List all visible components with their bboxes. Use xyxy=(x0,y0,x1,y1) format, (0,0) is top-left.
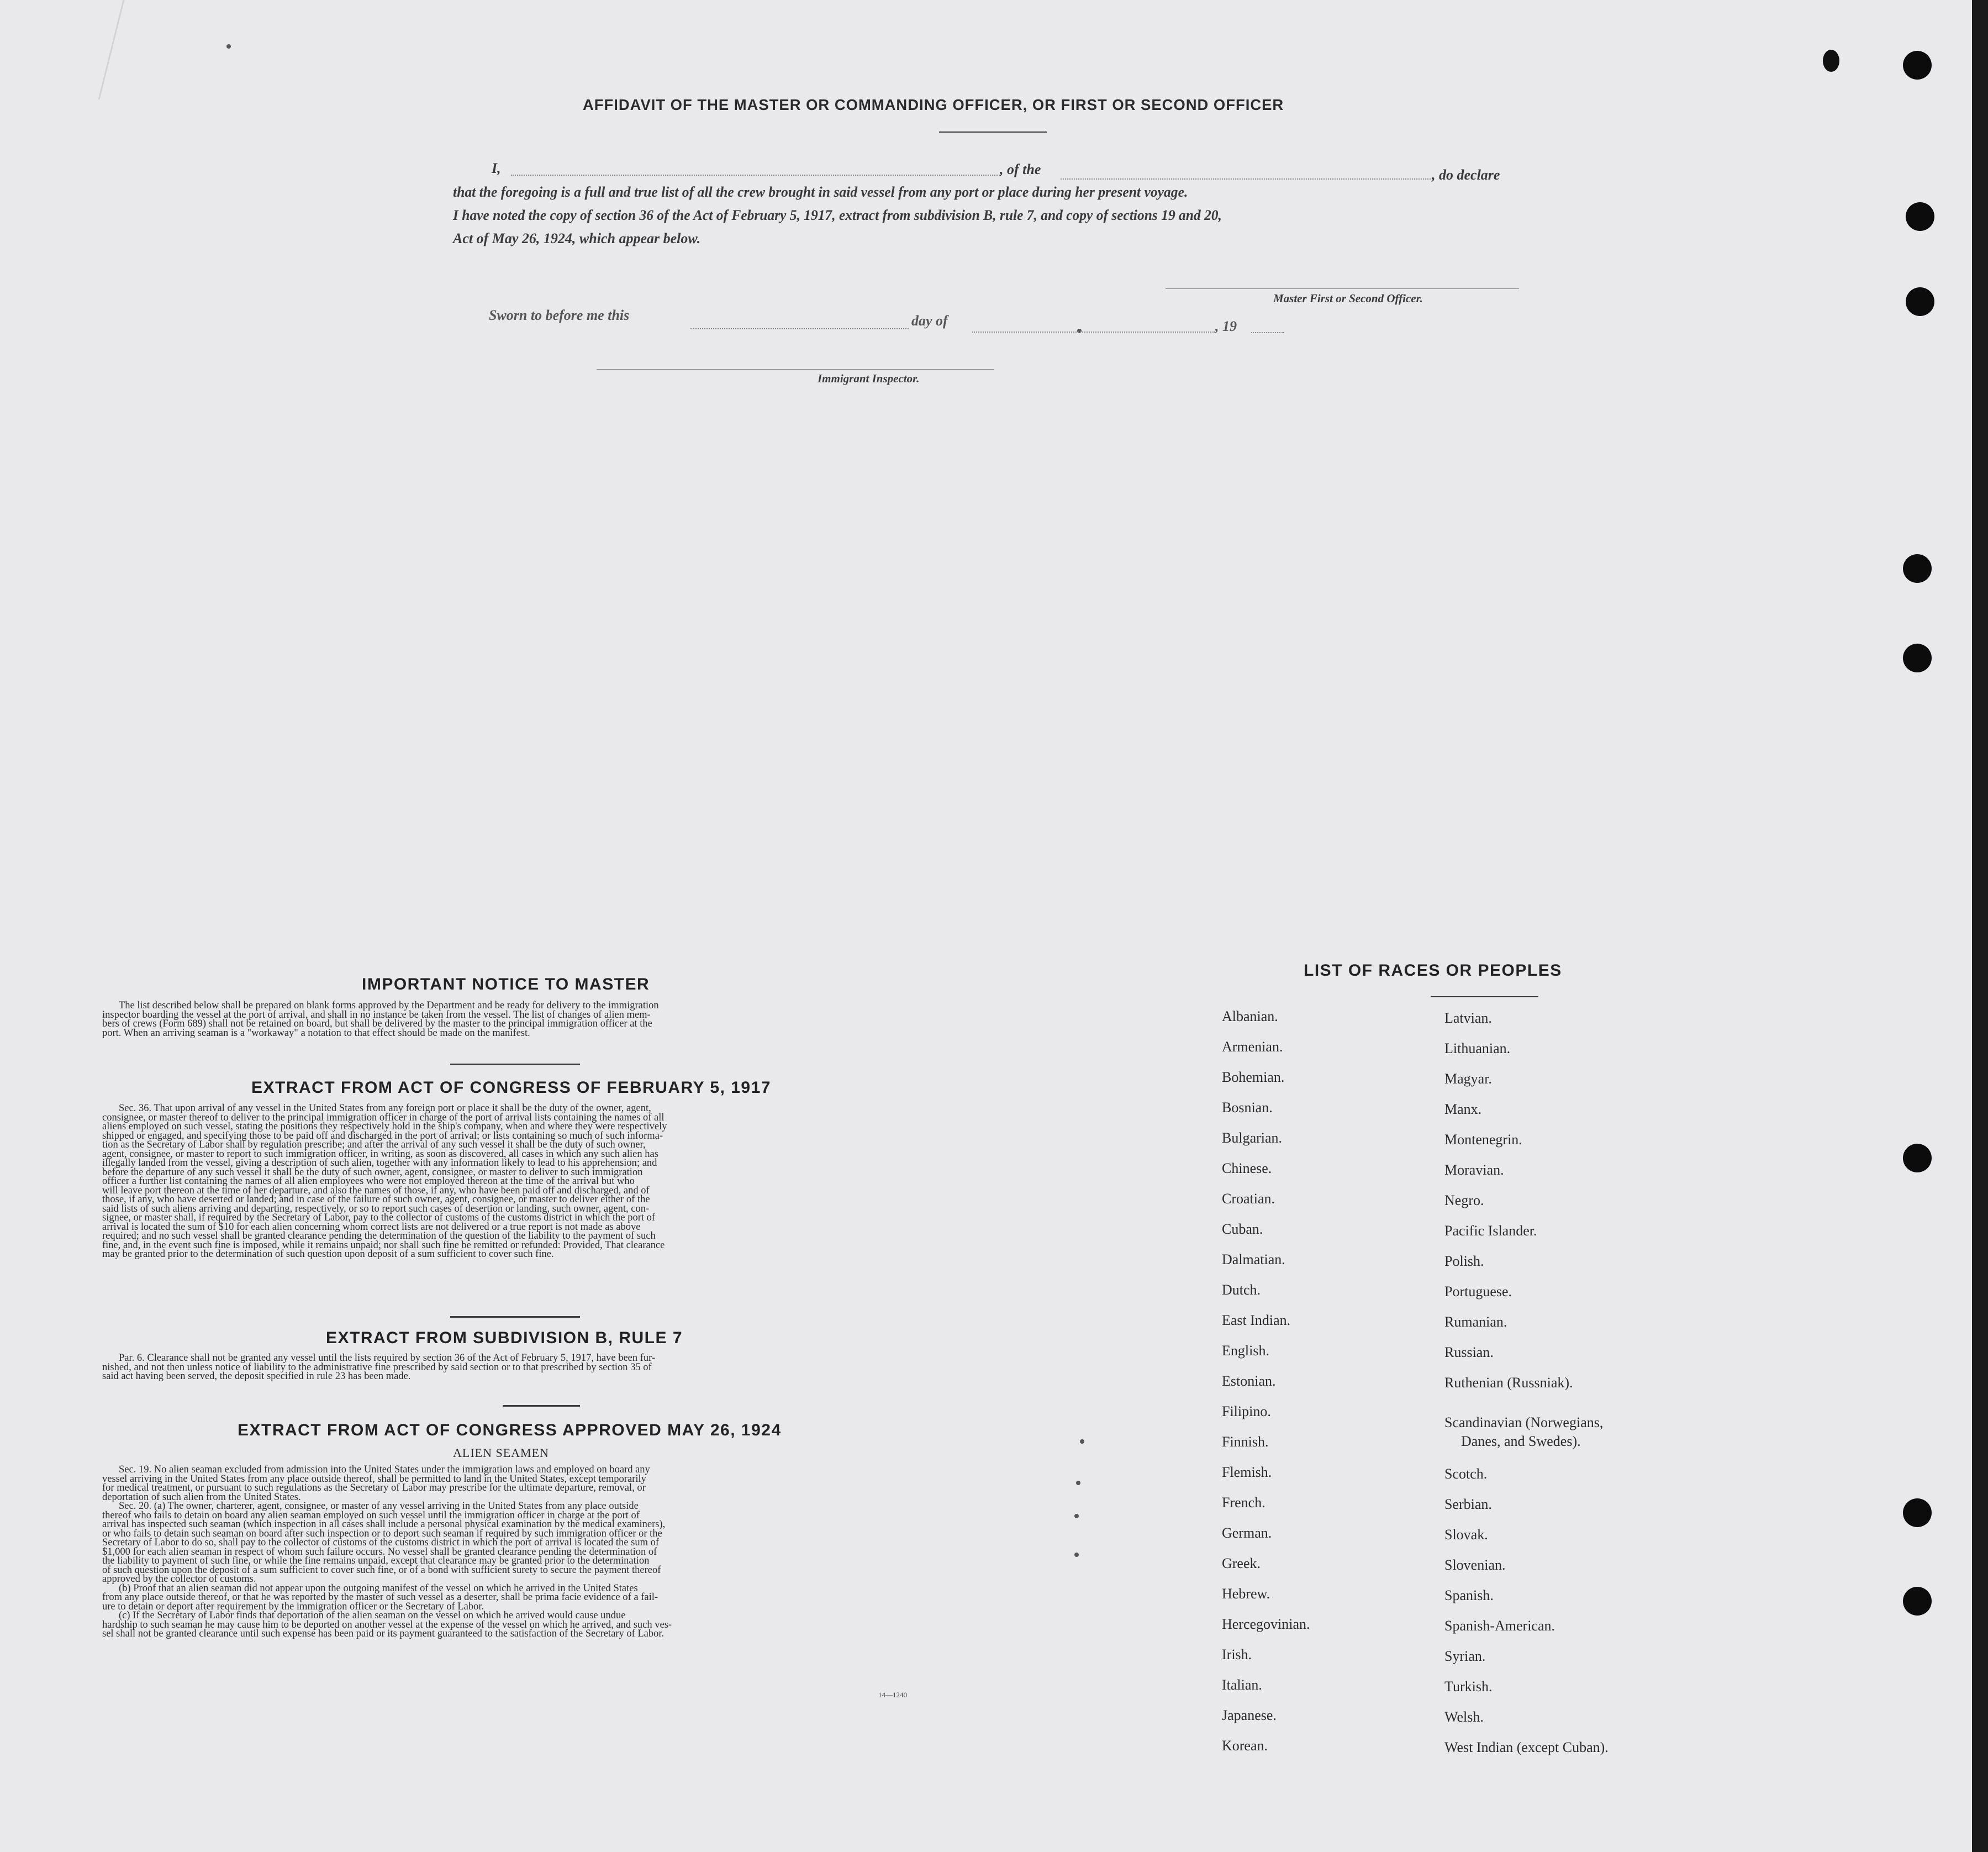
race-item: Turkish. xyxy=(1444,1679,1493,1695)
extract-line: or who fails to detain such seaman on board after such inspection or to deport such seaman if required by such immigration officer or the xyxy=(102,1528,662,1539)
race-item: Negro. xyxy=(1444,1192,1484,1208)
race-item: Finnish. xyxy=(1222,1434,1269,1450)
race-item: Irish. xyxy=(1222,1646,1252,1662)
race-item: Moravian. xyxy=(1444,1162,1504,1178)
affidavit-line-2: that the foregoing is a full and true list of all the crew brought in said vessel from any port or place during her present voyage. xyxy=(453,184,1188,200)
race-item: German. xyxy=(1222,1525,1272,1541)
ink-speck xyxy=(226,44,231,49)
section-rule xyxy=(503,1405,580,1407)
sworn-month-line[interactable] xyxy=(972,332,1215,333)
punch-hole xyxy=(1903,51,1932,80)
race-item: Chinese. xyxy=(1222,1160,1272,1176)
ink-speck xyxy=(1823,50,1839,72)
extract-line: will leave port thereon at the time of her departure, and also the names of those, if any, who have been paid off and discharged, and of xyxy=(102,1185,650,1196)
inspector-signature-line[interactable] xyxy=(597,369,994,370)
extract-rule7-text xyxy=(102,1354,931,1381)
notice-line: port. When an arriving seaman is a "workaway" a notation to that effect should be made on the manifest. xyxy=(102,1027,530,1039)
race-item: Latvian. xyxy=(1444,1010,1492,1026)
form-number: 14—1240 xyxy=(878,1691,907,1699)
affiant-label: I, xyxy=(492,160,501,176)
race-item: Croatian. xyxy=(1222,1191,1275,1207)
notice-line: bers of crews (Form 689) shall not be retained on board, but shall be delivered by the master to the principal immigration officer at the xyxy=(102,1018,652,1029)
race-item: Scandinavian (Norwegians, xyxy=(1444,1414,1604,1430)
ink-speck xyxy=(1076,1481,1080,1485)
race-item: Polish. xyxy=(1444,1253,1484,1269)
notice-title: IMPORTANT NOTICE TO MASTER xyxy=(362,975,650,993)
race-item: Ruthenian (Russniak). xyxy=(1444,1375,1573,1391)
of-the-label: , of the xyxy=(1000,161,1041,177)
extract-line: (b) Proof that an alien seaman did not appear upon the outgoing manifest of the vessel on which he arrived in the United States xyxy=(119,1582,638,1594)
extract-line: the liability to payment of such fine, or while the fine remains unpaid, except that clearance may be granted prior to the determination xyxy=(102,1555,650,1566)
race-item: Slovak. xyxy=(1444,1527,1488,1543)
section-rule xyxy=(450,1316,580,1318)
extract-line: fine, and, in the event such fine is imposed, while it remains unpaid; nor shall such fine be remitted or refunded: Provided, That clearance xyxy=(102,1239,665,1251)
vessel-name-line[interactable] xyxy=(1061,178,1431,180)
races-title: LIST OF RACES OR PEOPLES xyxy=(1304,961,1562,980)
race-item: English. xyxy=(1222,1343,1269,1359)
race-item: Pacific Islander. xyxy=(1444,1223,1537,1239)
race-item: Dalmatian. xyxy=(1222,1251,1285,1267)
extract-line: tion as the Secretary of Labor shall by regulation prescribe; and after the arrival of any such vessel it shall be the duty of such owner, xyxy=(102,1139,646,1150)
race-item: Magyar. xyxy=(1444,1071,1492,1087)
race-item: Japanese. xyxy=(1222,1707,1277,1723)
folded-corner xyxy=(21,0,125,99)
ink-speck xyxy=(1074,1553,1079,1557)
extract-line: deportation of such alien from the United States. xyxy=(102,1491,301,1503)
notice-line: inspector boarding the vessel at the port of arrival, and shall in no instance be taken from the vessel. The list of changes of alien mem- xyxy=(102,1009,651,1020)
race-item: Lithuanian. xyxy=(1444,1040,1511,1056)
punch-hole xyxy=(1906,287,1934,316)
extract-line: said lists of such aliens arriving and departing, respectively, or so to report such cases of desertion or landing, such owner, agent, con- xyxy=(102,1203,650,1214)
punch-hole xyxy=(1903,554,1932,583)
race-item: Hebrew. xyxy=(1222,1586,1270,1602)
race-item: Serbian. xyxy=(1444,1496,1492,1512)
extract-line: arrival has inspected such seaman (which inspection in all cases shall include a personal physical examination by the medical examiners), xyxy=(102,1519,666,1530)
extract-line: ure to detain or deport after requirement by the immigration officer or the Secretary of Labor. xyxy=(102,1601,484,1612)
day-of-label: day of xyxy=(911,313,948,329)
race-item: French. xyxy=(1222,1495,1265,1511)
declare-label: , do declare xyxy=(1432,167,1500,183)
extract-line: thereof who fails to detain on board any alien seaman employed on such vessel until the immigration officer in charge at the port of xyxy=(102,1509,640,1521)
race-item: Bulgarian. xyxy=(1222,1130,1283,1146)
extract-line: Sec. 19. No alien seaman excluded from admission into the United States under the immigration laws and employed on board any xyxy=(119,1464,650,1475)
sworn-label: Sworn to before me this xyxy=(489,307,630,323)
race-item: Rumanian. xyxy=(1444,1314,1507,1330)
extract-1924-text xyxy=(102,1465,931,1639)
race-item: Italian. xyxy=(1222,1677,1262,1693)
race-item: Bosnian. xyxy=(1222,1099,1273,1116)
race-item: Cuban. xyxy=(1222,1221,1263,1237)
extract-line: from any place outside thereof, or that he was reported by the master of such vessel as a deserter, shall be prima facie evidence of a fail- xyxy=(102,1592,658,1603)
extract-line: said act having been served, the deposit specified in rule 23 has been made. xyxy=(102,1371,411,1382)
extract-1924-subtitle: ALIEN SEAMEN xyxy=(453,1446,549,1460)
race-item: Greek. xyxy=(1222,1555,1261,1571)
race-item: Filipino. xyxy=(1222,1403,1271,1419)
extract-line: agent, consignee, or master to report to such immigration officer, in writing, as soon as discovered, all cases in which any such alien has xyxy=(102,1148,658,1160)
race-item: Bohemian. xyxy=(1222,1069,1285,1085)
title-rule xyxy=(939,131,1047,133)
race-item-continued: Danes, and Swedes). xyxy=(1461,1433,1581,1449)
ink-speck xyxy=(1080,1439,1084,1444)
extract-line: those, if any, who have deserted or landed; and in case of the failure of such owner, agent, consignee, or master to deliver either of the xyxy=(102,1194,650,1205)
ink-speck xyxy=(1074,1514,1079,1518)
race-item: Armenian. xyxy=(1222,1039,1283,1055)
extract-line: illegally landed from the vessel, giving a description of such alien, together with any information likely to lead to his apprehension; and xyxy=(102,1158,657,1169)
extract-line: Sec. 20. (a) The owner, charterer, agent, consignee, or master of any vessel arriving in the United States from any place outside xyxy=(119,1501,639,1512)
extract-line: shipped or engaged, and specifying those to be paid off and discharged in the port of arrival; or lists containing so much of such informa- xyxy=(102,1130,663,1141)
race-item: Korean. xyxy=(1222,1738,1268,1754)
extract-line: of such question upon the deposit of a sum sufficient to cover such fine, or of a bond with sufficient surety to secure the payment thereof xyxy=(102,1564,661,1576)
master-signature-caption: Master First or Second Officer. xyxy=(1273,292,1423,305)
extract-1917-title: EXTRACT FROM ACT OF CONGRESS OF FEBRUARY 5, 1917 xyxy=(251,1078,771,1097)
extract-line: for medical treatment, or pursuant to such regulations as the Secretary of Labor may prescribe for the ultimate departure, removal, or xyxy=(102,1482,646,1493)
extract-line: signee, or master shall, if required by the Secretary of Labor, pay to the collector of customs of the customs district in which the port of xyxy=(102,1212,656,1223)
race-item: Welsh. xyxy=(1444,1709,1484,1725)
punch-hole xyxy=(1906,202,1934,231)
race-item: Spanish. xyxy=(1444,1587,1494,1603)
race-item: Flemish. xyxy=(1222,1464,1272,1480)
extract-line: Par. 6. Clearance shall not be granted any vessel until the lists required by section 36 of the Act of February 5, 1917, have been fur- xyxy=(119,1353,656,1364)
inspector-caption: Immigrant Inspector. xyxy=(818,372,920,385)
race-item: Scotch. xyxy=(1444,1466,1488,1482)
year-label: , 19 xyxy=(1215,318,1237,334)
races-title-rule xyxy=(1431,996,1538,997)
notice-line: The list described below shall be prepared on blank forms approved by the Department and be ready for delivery to the immigration xyxy=(119,1000,659,1011)
extract-line: consignee, or master thereof to deliver to the principal immigration officer in charge of the port of arrival lists containing the names of all xyxy=(102,1112,665,1123)
extract-line: nished, and not then unless notice of liability to the administrative fine prescribed by said section or to that prescribed by section 35 of xyxy=(102,1361,652,1373)
extract-rule7-title: EXTRACT FROM SUBDIVISION B, RULE 7 xyxy=(326,1329,683,1347)
race-item: East Indian. xyxy=(1222,1312,1291,1328)
extract-line: $1,000 for each alien seaman in respect of whom such failure occurs. No vessel shall be granted clearance pending the determination of xyxy=(102,1546,657,1558)
extract-line: Secretary of Labor to do so, shall pay to the collector of customs of the customs district in which the port of arrival is located the sum of xyxy=(102,1537,659,1548)
race-item: West Indian (except Cuban). xyxy=(1444,1739,1609,1755)
race-item: Manx. xyxy=(1444,1101,1482,1117)
race-item: Albanian. xyxy=(1222,1008,1278,1024)
extract-line: aliens employed on such vessel, stating the positions they respectively hold in the ship's company, when and where they were respectively xyxy=(102,1121,667,1132)
extract-line: hardship to such seaman he may cause him to be deported on another vessel at the expense of the vessel on which he arrived, and such ves- xyxy=(102,1619,672,1630)
extract-line: (c) If the Secretary of Labor finds that deportation of the alien seaman on the vessel on which he arrived would cause undue xyxy=(119,1610,626,1621)
extract-line: arrival is located the sum of $10 for each alien concerning whom correct lists are not delivered or a true report is not made as above xyxy=(102,1221,641,1233)
affiant-name-line[interactable] xyxy=(511,175,1000,176)
affidavit-line-4: Act of May 26, 1924, which appear below. xyxy=(453,230,701,246)
extract-1924-title: EXTRACT FROM ACT OF CONGRESS APPROVED MAY 26, 1924 xyxy=(238,1421,782,1439)
section-rule xyxy=(450,1064,580,1065)
race-item: Estonian. xyxy=(1222,1373,1276,1389)
race-item: Montenegrin. xyxy=(1444,1132,1522,1148)
punch-hole xyxy=(1903,1498,1932,1527)
extract-line: vessel arriving in the United States from any place outside thereof, shall be permitted to land in the United States, except temporarily xyxy=(102,1473,646,1485)
extract-line: officer a further list containing the names of all alien employees who were not employed thereon at the time of the arrival but who xyxy=(102,1176,635,1187)
sworn-day-line[interactable] xyxy=(690,328,909,329)
punch-hole xyxy=(1903,644,1932,672)
affidavit-line-3: I have noted the copy of section 36 of the Act of February 5, 1917, extract from subdivision B, rule 7, and copy of sections 19 and 20, xyxy=(453,207,1222,223)
race-item: Dutch. xyxy=(1222,1282,1261,1298)
race-item: Spanish-American. xyxy=(1444,1618,1555,1634)
punch-hole xyxy=(1903,1587,1932,1616)
race-item: Portuguese. xyxy=(1444,1283,1512,1299)
notice-text xyxy=(102,1001,931,1038)
affidavit-title: AFFIDAVIT OF THE MASTER OR COMMANDING OFFICER, OR FIRST OR SECOND OFFICER xyxy=(583,96,1284,113)
extract-line: Sec. 36. That upon arrival of any vessel in the United States from any foreign port or place it shall be the duty of the owner, agent, xyxy=(119,1103,651,1114)
extract-line: approved by the collector of customs. xyxy=(102,1574,256,1585)
punch-hole xyxy=(1903,1144,1932,1172)
extract-line: may be granted prior to the determination of such question upon deposit of a sum sufficient to cover such fine. xyxy=(102,1249,554,1260)
master-signature-line[interactable] xyxy=(1166,288,1519,289)
race-item: Russian. xyxy=(1444,1344,1494,1360)
race-item: Syrian. xyxy=(1444,1648,1486,1664)
race-item: Slovenian. xyxy=(1444,1557,1506,1573)
race-item: Hercegovinian. xyxy=(1222,1616,1310,1632)
extract-line: sel shall not be granted clearance until such expense has been paid or its payment guaranteed to the satisfaction of the Secretary of Labor. xyxy=(102,1628,665,1639)
extract-line: required; and no such vessel shall be granted clearance pending the determination of the question of the liability to the payment of such xyxy=(102,1230,656,1241)
extract-1917-text xyxy=(102,1104,931,1259)
year-line[interactable] xyxy=(1251,332,1284,333)
extract-line: before the departure of any such vessel it shall be the duty of such owner, agent, consignee, or master to deliver to such immigration xyxy=(102,1166,643,1178)
